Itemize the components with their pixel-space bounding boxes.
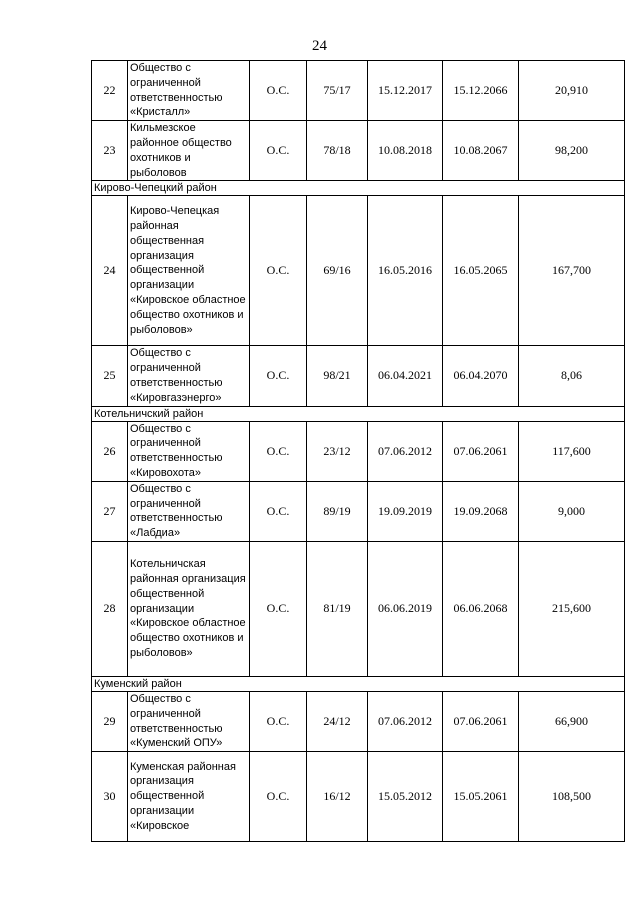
end-date: 15.12.2066 <box>443 61 519 121</box>
end-date: 16.05.2065 <box>443 196 519 346</box>
end-date: 06.06.2068 <box>443 541 519 676</box>
area-value: 215,600 <box>519 541 625 676</box>
row-number: 23 <box>92 121 128 181</box>
start-date: 16.05.2016 <box>368 196 443 346</box>
area-value: 8,06 <box>519 346 625 406</box>
start-date: 15.12.2017 <box>368 61 443 121</box>
table-row <box>92 346 625 406</box>
register-table <box>91 60 625 842</box>
end-date: 06.04.2070 <box>443 346 519 406</box>
row-number: 30 <box>92 752 128 842</box>
object-type: О.С. <box>250 196 307 346</box>
document-number: 98/21 <box>307 346 368 406</box>
area-value: 98,200 <box>519 121 625 181</box>
document-number: 81/19 <box>307 541 368 676</box>
start-date: 15.05.2012 <box>368 752 443 842</box>
object-type: О.С. <box>250 481 307 541</box>
region-header-row <box>92 181 625 196</box>
row-number: 29 <box>92 691 128 751</box>
end-date: 07.06.2061 <box>443 421 519 481</box>
table-row <box>92 196 625 346</box>
table-row <box>92 421 625 481</box>
area-value: 108,500 <box>519 752 625 842</box>
row-number: 24 <box>92 196 128 346</box>
area-value: 20,910 <box>519 61 625 121</box>
area-value: 66,900 <box>519 691 625 751</box>
organization-name: Общество с ограниченной ответственностью «Кировохота» <box>128 421 250 481</box>
table-row <box>92 752 625 842</box>
start-date: 19.09.2019 <box>368 481 443 541</box>
document-number: 78/18 <box>307 121 368 181</box>
row-number: 25 <box>92 346 128 406</box>
end-date: 19.09.2068 <box>443 481 519 541</box>
document-number: 75/17 <box>307 61 368 121</box>
document-number: 23/12 <box>307 421 368 481</box>
end-date: 10.08.2067 <box>443 121 519 181</box>
organization-name: Общество с ограниченной ответственностью «Лабдиа» <box>128 481 250 541</box>
object-type: О.С. <box>250 61 307 121</box>
region-name: Куменский район <box>92 676 625 691</box>
row-number: 26 <box>92 421 128 481</box>
object-type: О.С. <box>250 121 307 181</box>
area-value: 9,000 <box>519 481 625 541</box>
organization-name: Кирово-Чепецкая районная общественная организация общественной организации «Кировское областное общество охотников и рыболовов» <box>128 196 250 346</box>
document-number: 89/19 <box>307 481 368 541</box>
object-type: О.С. <box>250 541 307 676</box>
row-number: 28 <box>92 541 128 676</box>
area-value: 167,700 <box>519 196 625 346</box>
start-date: 07.06.2012 <box>368 691 443 751</box>
page-number: 24 <box>312 38 327 54</box>
row-number: 22 <box>92 61 128 121</box>
start-date: 10.08.2018 <box>368 121 443 181</box>
end-date: 07.06.2061 <box>443 691 519 751</box>
region-name: Котельничский район <box>92 406 625 421</box>
object-type: О.С. <box>250 421 307 481</box>
area-value: 117,600 <box>519 421 625 481</box>
start-date: 06.04.2021 <box>368 346 443 406</box>
table-row <box>92 541 625 676</box>
region-header-row <box>92 676 625 691</box>
table-row <box>92 61 625 121</box>
end-date: 15.05.2061 <box>443 752 519 842</box>
organization-name: Общество с ограниченной ответственностью «Куменский ОПУ» <box>128 691 250 751</box>
region-header-row <box>92 406 625 421</box>
document-number: 69/16 <box>307 196 368 346</box>
document-number: 24/12 <box>307 691 368 751</box>
organization-name: Котельничская районная организация общественной организации «Кировское областное общество охотников и рыболовов» <box>128 541 250 676</box>
row-number: 27 <box>92 481 128 541</box>
table-row <box>92 121 625 181</box>
document-number: 16/12 <box>307 752 368 842</box>
start-date: 07.06.2012 <box>368 421 443 481</box>
start-date: 06.06.2019 <box>368 541 443 676</box>
table-row <box>92 691 625 751</box>
object-type: О.С. <box>250 752 307 842</box>
organization-name: Куменская районная организация общественной организации «Кировское <box>128 752 250 842</box>
table-row <box>92 481 625 541</box>
region-name: Кирово-Чепецкий район <box>92 181 625 196</box>
object-type: О.С. <box>250 691 307 751</box>
object-type: О.С. <box>250 346 307 406</box>
organization-name: Общество с ограниченной ответственностью «Кристалл» <box>128 61 250 121</box>
organization-name: Кильмезское районное общество охотников и рыболовов <box>128 121 250 181</box>
organization-name: Общество с ограниченной ответственностью «Кировгазэнерго» <box>128 346 250 406</box>
